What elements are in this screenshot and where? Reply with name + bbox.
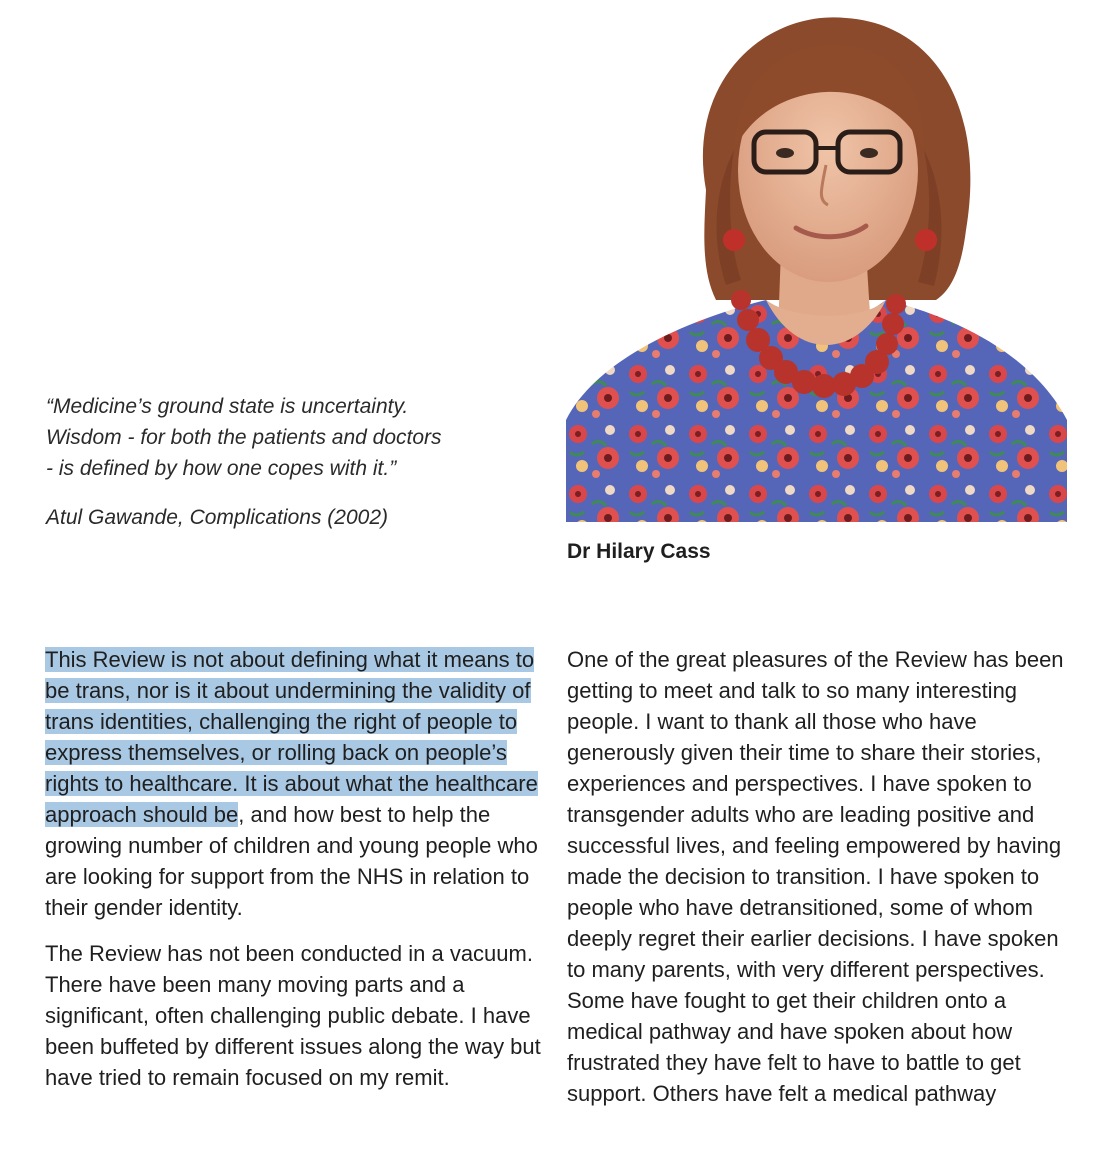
quote-line-3: - is defined by how one copes with it.” — [46, 457, 397, 480]
photo-caption: Dr Hilary Cass — [567, 540, 711, 563]
right-column-text — [567, 644, 1067, 1109]
portrait-illustration — [566, 0, 1067, 522]
selected-text[interactable]: This Review is not about defining what it means to be trans, nor is it about undermining the validity of trans identities, challenging the right of people to express themselves, or rolling back on people’s rights to healthcare. It is about what the healthcare approach should be — [45, 647, 538, 827]
right-paragraph-1[interactable]: One of the great pleasures of the Review has been getting to meet and talk to so many interesting people. I want to thank all those who have generously given their time to share their stories, experiences and perspectives. I have spoken to transgender adults who are leading positive and successful lives, and feeling empowered by having made the decision to transition. I have spoken to people who have detransitioned, some of whom deeply regret their earlier decisions. I have spoken to many parents, with very different perspectives. Some have fought to get their children onto a medical pathway and have spoken about how frustrated they have felt to have to battle to get support. Others have felt a medical pathway — [567, 647, 1064, 1106]
left-column-text — [45, 644, 545, 1093]
quote-citation: Atul Gawande, Complications (2002) — [46, 506, 389, 529]
quote-line-2: Wisdom - for both the patients and doctors — [46, 426, 442, 449]
epigraph-quote — [46, 391, 546, 533]
left-paragraph-1[interactable] — [45, 644, 545, 923]
portrait-photo — [566, 0, 1067, 522]
quote-line-1: “Medicine’s ground state is uncertainty. — [46, 395, 409, 418]
left-paragraph-2[interactable]: The Review has not been conducted in a vacuum. There have been many moving parts and a significant, often challenging public debate. I have been buffeted by different issues along the way but have tried to remain focused on my remit. — [45, 941, 541, 1090]
paragraph-continuation: , and how best to help the growing number of children and young people who are looking for support from the NHS in relation to their gender identity. — [45, 802, 538, 920]
